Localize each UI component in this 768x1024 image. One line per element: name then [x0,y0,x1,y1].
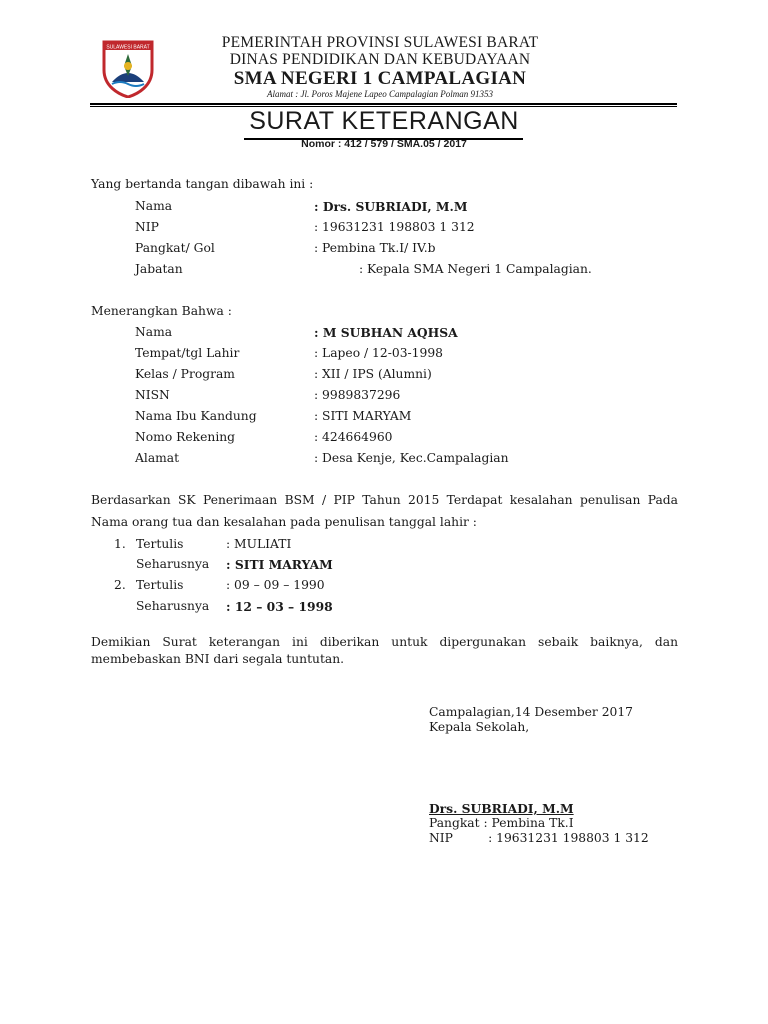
signer-value-name: : Drs. SUBRIADI, M.M [314,199,468,214]
signer-label-nip: NIP [135,220,159,234]
signature-rank: Pangkat : Pembina Tk.I [429,816,574,830]
subject-intro: Menerangkan Bahwa : [91,304,232,318]
subject-value-nisn: : 9989837296 [314,388,401,402]
svg-text:SULAWESI BARAT: SULAWESI BARAT [106,44,150,51]
document-title: SURAT KETERANGAN [249,107,519,135]
signature-place-date: Campalagian,14 Desember 2017 [429,705,634,719]
signer-label-name: Nama [135,199,173,213]
correction-1-should-label: Seharusnya [136,557,210,571]
signer-intro: Yang bertanda tangan dibawah ini : [91,177,314,191]
signature-name: Drs. SUBRIADI, M.M [429,801,574,816]
closing-paragraph: Demikian Surat keterangan ini diberikan untuk dipergunakan sebaik baiknya, dan membebaskan BNI dari segala tuntutan. [91,635,678,666]
signature-position: Kepala Sekolah, [429,720,530,734]
subject-label-birth: Tempat/tgl Lahir [135,346,240,360]
correction-1-should-value: : SITI MARYAM [226,557,333,572]
header-school: SMA NEGERI 1 CAMPALAGIAN [233,68,527,89]
subject-label-name: Nama [135,325,173,339]
subject-value-class: : XII / IPS (Alumni) [314,367,432,381]
correction-1-number: 1. [114,537,126,551]
signature-nip: NIP : 19631231 198803 1 312 [429,831,649,845]
correction-2-written-value: : 09 – 09 – 1990 [226,578,325,592]
header-rule [90,103,677,105]
subject-label-nisn: NISN [135,388,170,402]
header-address: Alamat : Jl. Poros Majene Lapeo Campalagian Polman 91353 [267,89,493,99]
document-number: Nomor : 412 / 579 / SMA.05 / 2017 [301,138,467,150]
subject-label-address: Alamat [135,451,180,465]
signer-value-rank: : Pembina Tk.I/ IV.b [314,241,436,255]
correction-2-should-value: : 12 – 03 – 1998 [226,599,333,614]
basis-paragraph: Berdasarkan SK Penerimaan BSM / PIP Tahun 2015 Terdapat kesalahan penulisan Pada Nama orang tua dan kesalahan pada penulisan tanggal lahir : [91,493,678,529]
correction-2-should-label: Seharusnya [136,599,210,613]
subject-value-mother: : SITI MARYAM [314,409,412,423]
correction-1-written-value: : MULIATI [226,537,292,551]
signer-value-position: : Kepala SMA Negeri 1 Campalagian. [359,262,592,276]
government-logo [98,36,158,98]
correction-2-number: 2. [114,578,126,592]
header-government: PEMERINTAH PROVINSI SULAWESI BARAT [221,34,539,51]
signer-label-rank: Pangkat/ Gol [135,241,215,255]
subject-label-account: Nomo Rekening [135,430,236,444]
header-department: DINAS PENDIDIKAN DAN KEBUDAYAAN [229,51,531,68]
subject-value-name: : M SUBHAN AQHSA [314,325,458,340]
subject-value-account: : 424664960 [314,430,393,444]
correction-2-written-label: Tertulis [136,578,184,592]
signer-label-position: Jabatan [135,262,183,276]
correction-1-written-label: Tertulis [136,537,184,551]
subject-value-address: : Desa Kenje, Kec.Campalagian [314,451,509,465]
signer-value-nip: : 19631231 198803 1 312 [314,220,475,234]
subject-value-birth: : Lapeo / 12-03-1998 [314,346,443,360]
subject-label-mother: Nama Ibu Kandung [135,409,257,423]
subject-label-class: Kelas / Program [135,367,235,381]
